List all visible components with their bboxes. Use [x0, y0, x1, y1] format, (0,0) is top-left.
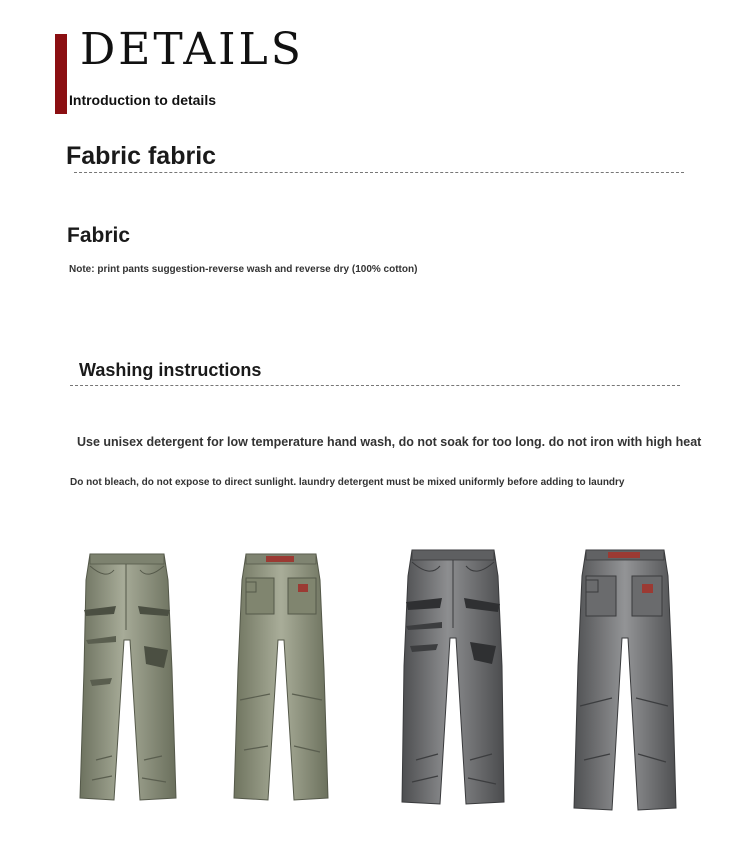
section-heading-fabric: Fabric — [67, 224, 131, 247]
dashed-divider — [74, 172, 684, 173]
section-heading-fabric-fabric: Fabric fabric — [66, 142, 217, 170]
accent-bar — [55, 34, 67, 114]
product-image-charcoal-back — [570, 546, 680, 814]
washing-instruction-1: Use unisex detergent for low temperature hand wash, do not soak for too long. do not iron with high heat — [77, 435, 702, 449]
product-image-charcoal-front — [398, 546, 508, 808]
page-subtitle: Introduction to details — [69, 92, 216, 108]
page-title: DETAILS — [80, 24, 304, 75]
section-heading-washing: Washing instructions — [79, 360, 262, 380]
product-image-olive-back — [230, 550, 332, 805]
product-image-olive-front — [76, 550, 178, 805]
dashed-divider — [70, 385, 680, 386]
fabric-note: Note: print pants suggestion-reverse wash and reverse dry (100% cotton) — [69, 264, 418, 275]
washing-instruction-2: Do not bleach, do not expose to direct sunlight. laundry detergent must be mixed uniformly before adding to laundry — [70, 477, 625, 488]
